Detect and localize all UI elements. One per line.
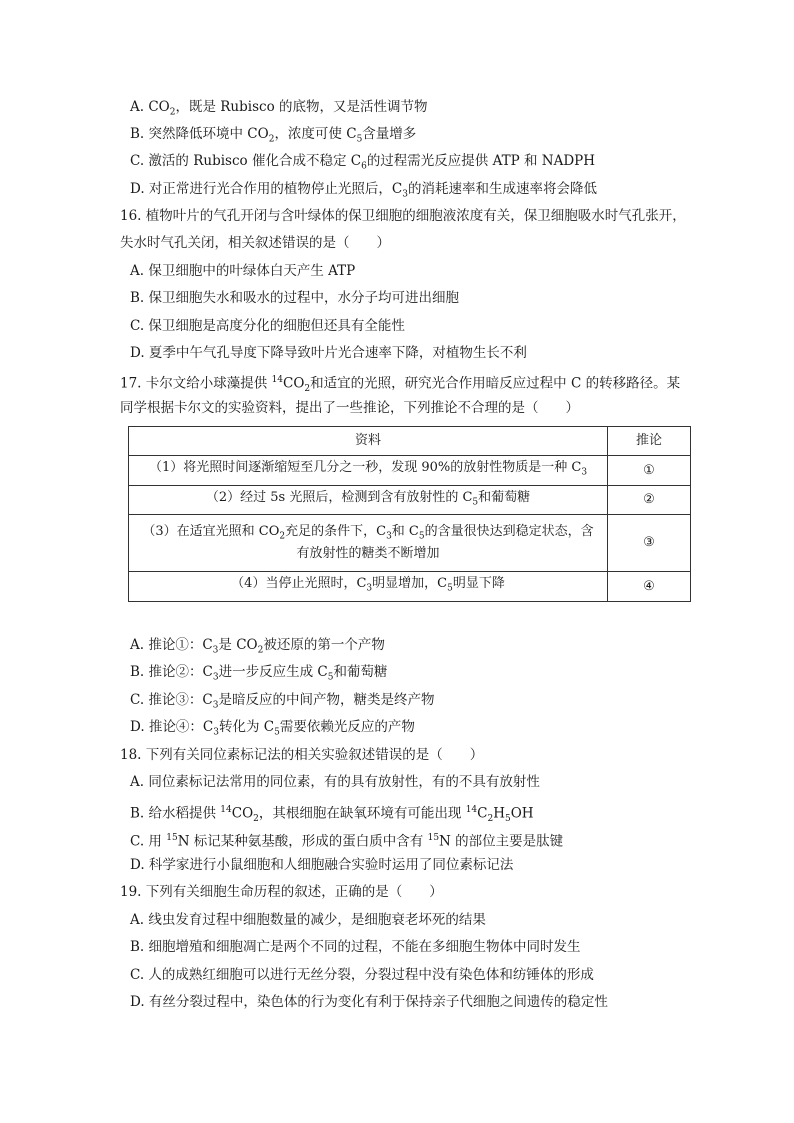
answer-option: A. 推论①：$C_3$是 $CO_2$被还原的第一个产物 [130,637,385,656]
answer-option: B. 突然降低环境中 $CO_2$，浓度可使 $C_5$含量增多 [130,126,417,145]
table-row [129,515,691,572]
answer-option: D. 有丝分裂过程中，染色体的行为变化有利于保持亲子代细胞之间遗传的稳定性 [130,994,608,1010]
answer-option: B. 细胞增殖和细胞凋亡是两个不同的过程，不能在多细胞生物体中同时发生 [130,939,581,955]
table-row [129,456,691,486]
table-header-inference: 推论 [608,427,691,456]
question-text-line: 16. 植物叶片的气孔开闭与含叶绿体的保卫细胞的细胞液浓度有关，保卫细胞吸水时气孔张开， [120,208,686,224]
table-cell-inference: ① [608,456,691,486]
answer-option: B. 推论②：$C_3$进一步反应生成 $C_5$和葡萄糖 [130,664,388,683]
table-cell-inference: ④ [608,572,691,602]
table-cell-inference: ② [608,486,691,515]
table-cell-data: （2）经过 5s 光照后，检测到含有放射性的 $C_5$和葡萄糖 [129,486,608,515]
experiment-table [128,426,691,602]
answer-option: D. 推论④：$C_3$转化为 $C_5$需要依赖光反应的产物 [130,719,415,738]
answer-option: D. 夏季中午气孔导度下降导致叶片光合速率下降，对植物生长不利 [130,345,527,361]
table-row [129,572,691,602]
table-cell-data: （1）将光照时间逐渐缩短至几分之一秒，发现 90%的放射性物质是一种 $C_3$ [129,456,608,486]
question-text-line: 17. 卡尔文给小球藻提供 $^{14}CO_2$和适宜的光照，研究光合作用暗反应过程中 C 的转移路径。某 [120,375,681,395]
answer-option: C. 人的成熟红细胞可以进行无丝分裂，分裂过程中没有染色体和纺锤体的形成 [130,967,594,983]
table-header-row [129,427,691,456]
answer-option: A. 线虫发育过程中细胞数量的减少，是细胞衰老坏死的结果 [130,912,486,928]
table-cell-data: （3）在适宜光照和 $CO_2$充足的条件下，$C_3$和 $C_5$的含量很快达到稳定状态，含 有放射性的糖类不断增加 [129,515,608,572]
answer-option: A. 保卫细胞中的叶绿体白天产生 ATP [130,263,356,279]
answer-option: C. 保卫细胞是高度分化的细胞但还具有全能性 [130,318,405,334]
answer-option: C. 激活的 Rubisco 催化合成不稳定 $C_6$的过程需光反应提供 ATP 和 NADPH [130,153,596,172]
table-cell-data: （4）当停止光照时，$C_3$明显增加，$C_5$明显下降 [129,572,608,602]
answer-option: B. 保卫细胞失水和吸水的过程中，水分子均可进出细胞 [130,290,460,306]
table-cell-inference: ③ [608,515,691,572]
table-row [129,486,691,515]
table-header-data: 资料 [129,427,608,456]
answer-option: B. 给水稻提供 $^{14}CO_2$，其根细胞在缺氧环境有可能出现 $^{14}C_2H_5OH$ [130,805,534,825]
question-text-line: 同学根据卡尔文的实验资料，提出了一些推论，下列推论不合理的是（ ） [120,400,579,416]
question-text-line: 失水时气孔关闭，相关叙述错误的是（ ） [120,235,390,251]
answer-option: C. 推论③：$C_3$是暗反应的中间产物，糖类是终产物 [130,692,435,711]
answer-option: D. 对正常进行光合作用的植物停止光照后，$C_3$的消耗速率和生成速率将会降低 [130,181,597,200]
answer-option: A. $CO_2$，既是 Rubisco 的底物，又是活性调节物 [130,99,428,118]
answer-option: A. 同位素标记法常用的同位素，有的具有放射性，有的不具有放射性 [130,774,540,790]
answer-option: D. 科学家进行小鼠细胞和人细胞融合实验时运用了同位素标记法 [130,857,514,873]
answer-option: C. 用 $^{15}$N 标记某种氨基酸，形成的蛋白质中含有 $^{15}$N 的部位主要是肽键 [130,833,564,850]
question-text-line: 19. 下列有关细胞生命历程的叙述，正确的是（ ） [120,884,443,900]
question-text-line: 18. 下列有关同位素标记法的相关实验叙述错误的是（ ） [120,747,484,763]
